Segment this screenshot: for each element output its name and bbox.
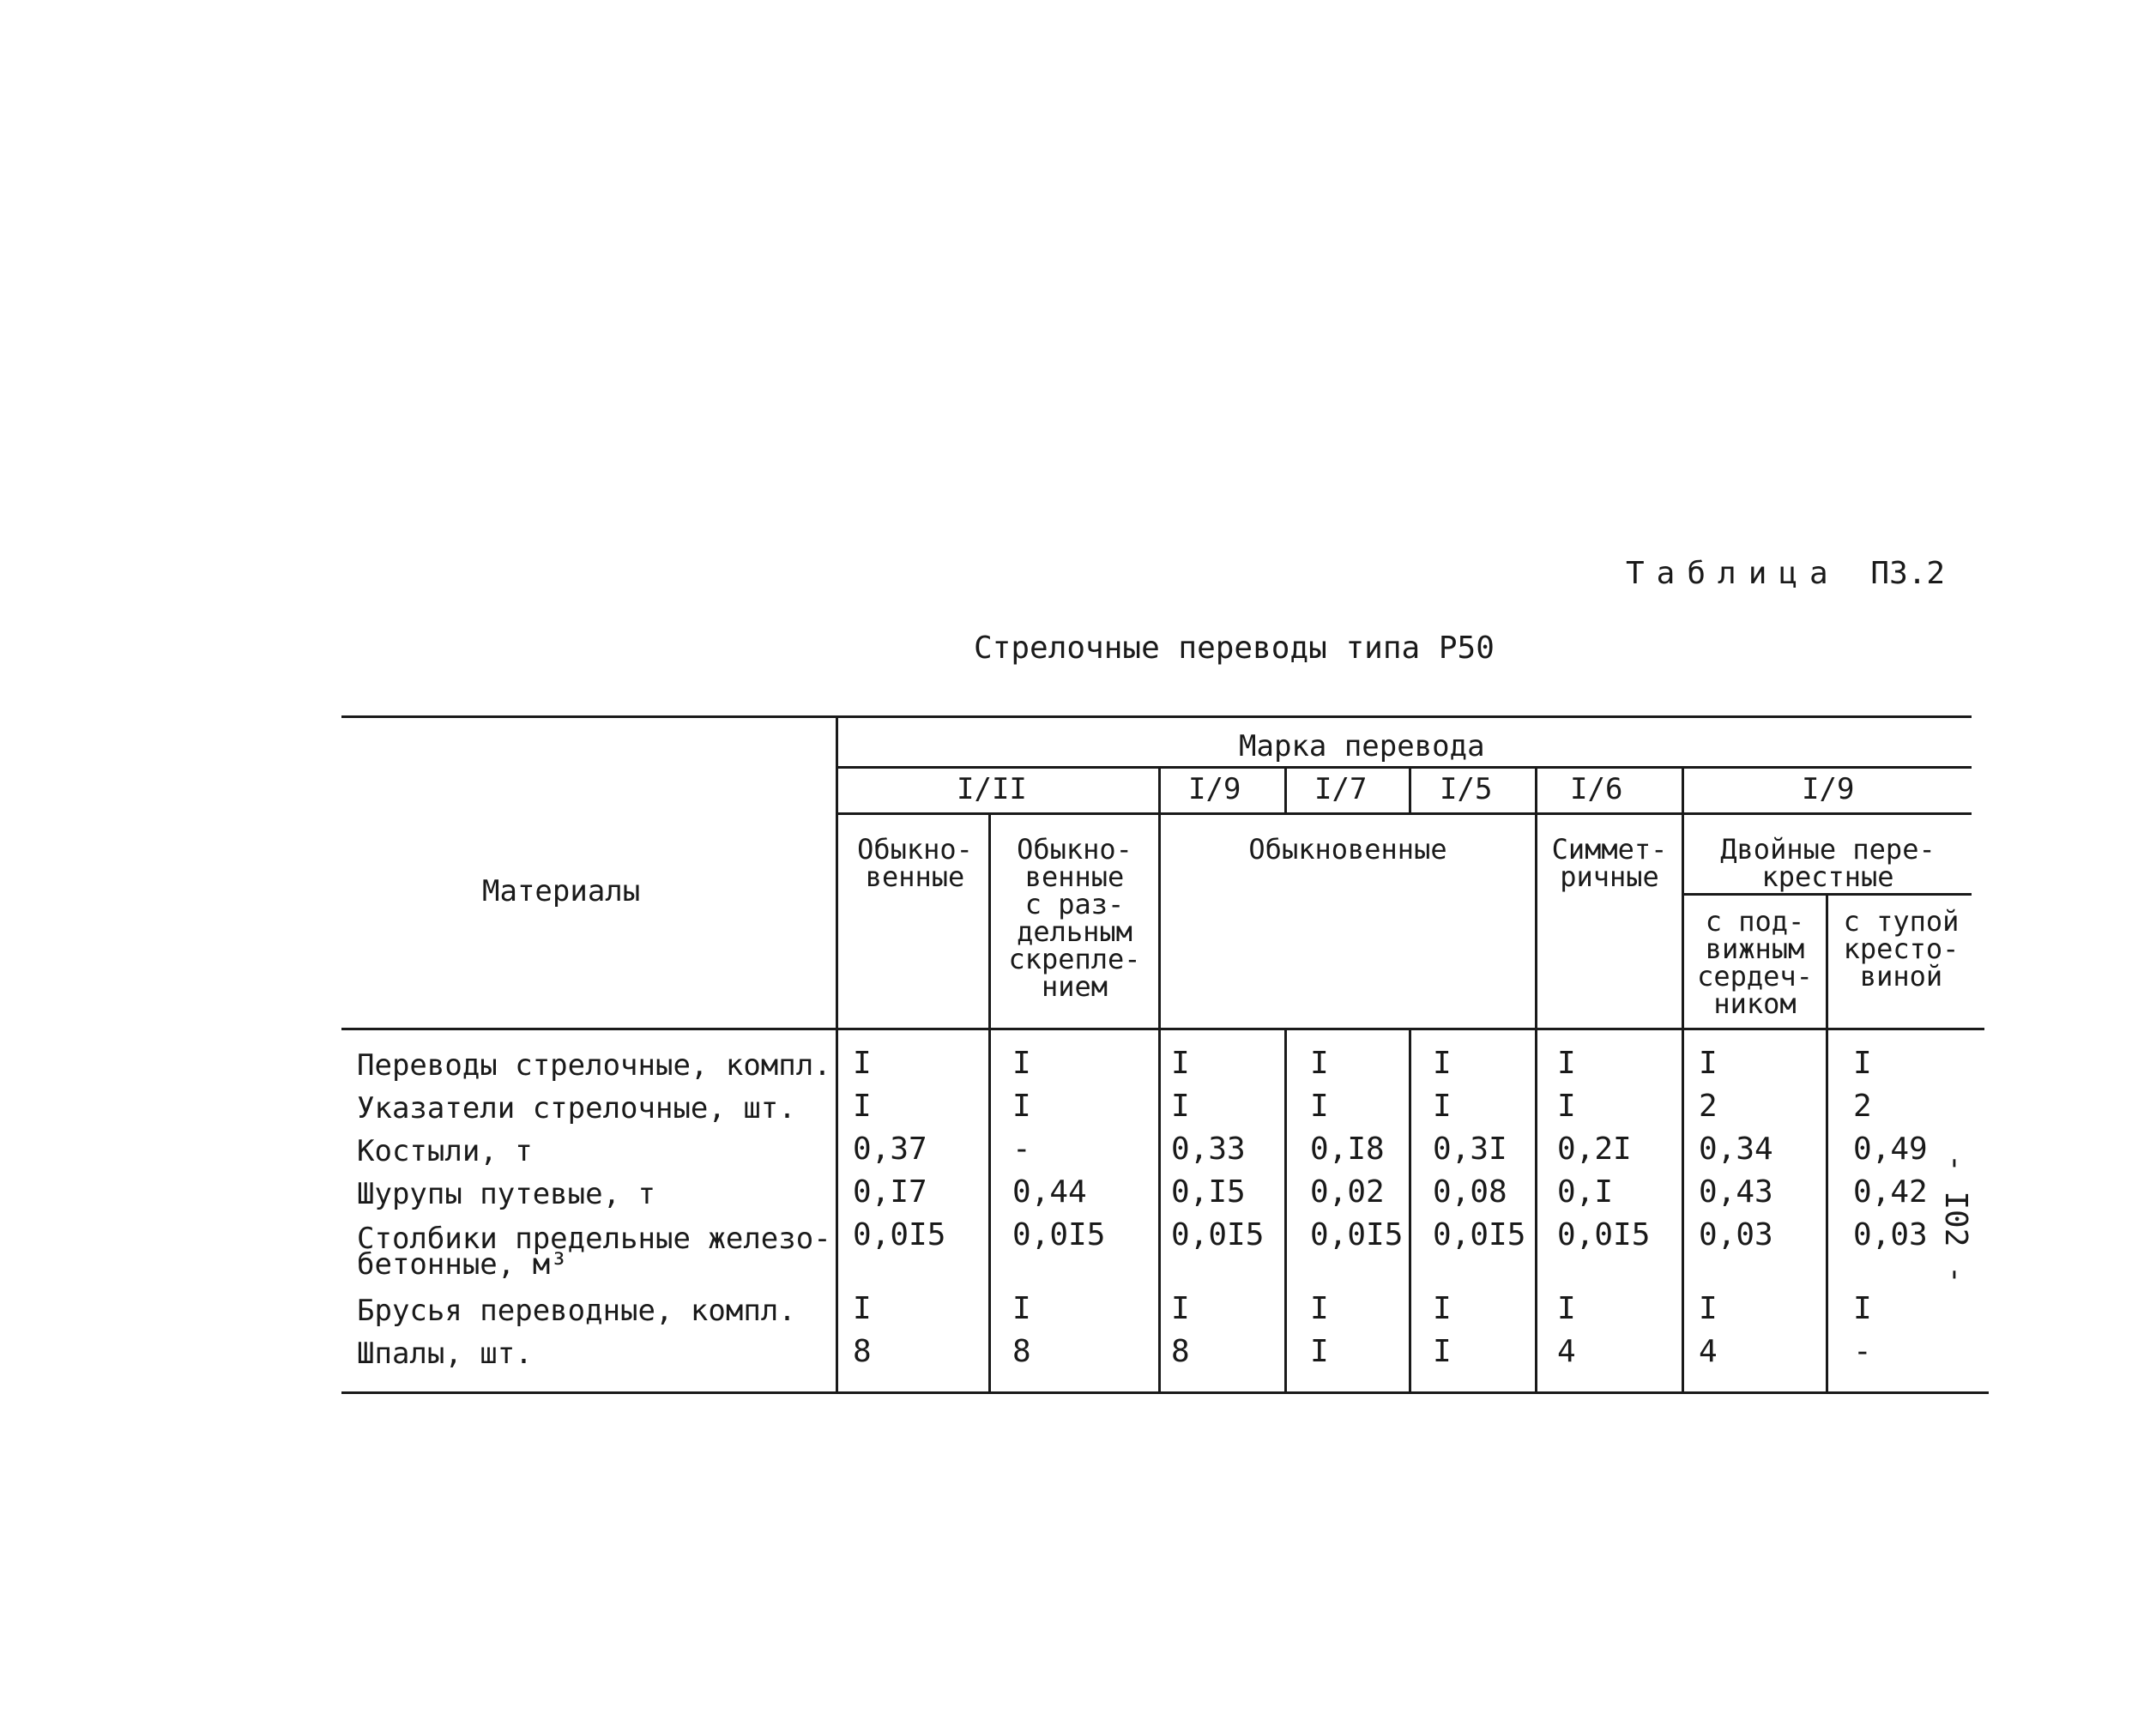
marka-rule — [836, 766, 1972, 769]
cell: 2 — [1853, 1089, 1872, 1124]
col-rule-15-body — [1409, 1028, 1411, 1391]
row-name-stolbiki: Столбики предельные железо- — [357, 1222, 831, 1256]
cell: I — [1012, 1046, 1031, 1081]
cell: I — [1433, 1291, 1452, 1326]
cell: I — [1853, 1291, 1872, 1326]
cell: I — [853, 1089, 872, 1124]
table-title: Стрелочные переводы типа Р50 — [974, 631, 1495, 666]
group-label-1-11: I/II — [957, 772, 1027, 806]
cell: I — [1171, 1089, 1190, 1124]
cell: 0,0I5 — [1557, 1217, 1651, 1252]
cell: 0,I7 — [853, 1174, 927, 1210]
row-name-perevody: Переводы стрелочные, компл. — [357, 1048, 831, 1083]
cell: 0,34 — [1699, 1132, 1773, 1167]
header-marka: Марка перевода — [1239, 729, 1485, 763]
cell: 0,0I5 — [853, 1217, 946, 1252]
cell: 0,03 — [1853, 1217, 1928, 1252]
cell: I — [1699, 1046, 1718, 1081]
cell: I — [1171, 1046, 1190, 1081]
cell: 8 — [1171, 1334, 1190, 1369]
row-name-kostyli: Костыли, т — [357, 1134, 533, 1168]
cell: 0,0I5 — [1433, 1217, 1526, 1252]
type-dvoinye-perekrestnye: Двойные пере- крестные — [1720, 833, 1936, 893]
header-bottom-rule — [341, 1028, 1984, 1030]
cell: I — [853, 1291, 872, 1326]
group-label-1-6: I/6 — [1570, 772, 1623, 806]
cell: 0,33 — [1171, 1132, 1246, 1167]
col-rule-15 — [1409, 766, 1411, 812]
type-simmetrichnye: Симмет- ричные — [1551, 833, 1668, 893]
cell: I — [1310, 1291, 1329, 1326]
row-name-shurupy: Шурупы путевые, т — [357, 1177, 655, 1211]
cell: I — [1310, 1334, 1329, 1369]
col-rule-materials — [836, 715, 838, 1391]
cell: I — [1699, 1291, 1718, 1326]
group-label-1-9-double: I/9 — [1802, 772, 1855, 806]
cell: 0,44 — [1012, 1174, 1087, 1210]
cell: I — [1433, 1046, 1452, 1081]
cell: 0,0I5 — [1012, 1217, 1106, 1252]
cell: I — [1171, 1291, 1190, 1326]
col-rule-17-body — [1284, 1028, 1287, 1391]
row-name-shpaly: Шпалы, шт. — [357, 1337, 533, 1371]
cell: 0,3I — [1433, 1132, 1507, 1167]
table-bottom-rule — [341, 1391, 1989, 1394]
cell: I — [1557, 1089, 1576, 1124]
cell: I — [1433, 1334, 1452, 1369]
row-name-ukazateli: Указатели стрелочные, шт. — [357, 1091, 796, 1126]
group-label-1-5: I/5 — [1440, 772, 1493, 806]
type-obyknovennye-3: Обыкновенные — [1248, 833, 1447, 866]
cell: 8 — [1012, 1334, 1031, 1369]
cell: 0,I — [1557, 1174, 1614, 1210]
cell: I — [1012, 1291, 1031, 1326]
group-label-1-7: I/7 — [1314, 772, 1368, 806]
cell: 0,03 — [1699, 1217, 1773, 1252]
cell: 0,43 — [1699, 1174, 1773, 1210]
header-materials: Материалы — [482, 874, 641, 908]
type-podvizhnym: с под- вижным сердеч- ником — [1697, 905, 1813, 1020]
table-number: ПЗ.2 — [1870, 556, 1946, 591]
type-obyknovennye-2: Обыкно- венные с раз- дельным скрепле- нием — [1008, 833, 1141, 1003]
table-top-rule — [341, 715, 1972, 718]
cell: 0,02 — [1310, 1174, 1385, 1210]
group-label-1-9: I/9 — [1188, 772, 1241, 806]
cell: 0,08 — [1433, 1174, 1507, 1210]
page-number: - I02 - — [1938, 1154, 1973, 1284]
cell: I — [1310, 1046, 1329, 1081]
cell: I — [1310, 1089, 1329, 1124]
cell: 8 — [853, 1334, 872, 1369]
row-name-brusya: Брусья переводные, компл. — [357, 1294, 796, 1328]
col-rule-17 — [1284, 766, 1287, 812]
table-label — [1626, 556, 1945, 591]
cell: - — [1853, 1334, 1872, 1369]
cell: 2 — [1699, 1089, 1718, 1124]
cell: - — [1012, 1132, 1031, 1167]
cell: I — [1012, 1089, 1031, 1124]
row-name-stolbiki-2: бетонные, м³ — [357, 1247, 568, 1282]
cell: 0,I8 — [1310, 1132, 1385, 1167]
cell: 4 — [1557, 1334, 1576, 1369]
cell: 0,42 — [1853, 1174, 1928, 1210]
cell: 0,2I — [1557, 1132, 1632, 1167]
type-tupoi: с тупой кресто- виной — [1843, 905, 1960, 993]
groups-rule — [836, 812, 1972, 815]
cell: 0,0I5 — [1310, 1217, 1404, 1252]
cell: I — [1557, 1046, 1576, 1081]
cell: 0,0I5 — [1171, 1217, 1265, 1252]
cell: 0,37 — [853, 1132, 927, 1167]
type-obyknovennye-1: Обыкно- венные — [857, 833, 973, 893]
cell: 4 — [1699, 1334, 1718, 1369]
cell: I — [1557, 1291, 1576, 1326]
table-label-word: Таблица — [1626, 556, 1840, 591]
cell: I — [1853, 1046, 1872, 1081]
cell: I — [853, 1046, 872, 1081]
cell: 0,49 — [1853, 1132, 1928, 1167]
cell: 0,I5 — [1171, 1174, 1246, 1210]
cell: I — [1433, 1089, 1452, 1124]
